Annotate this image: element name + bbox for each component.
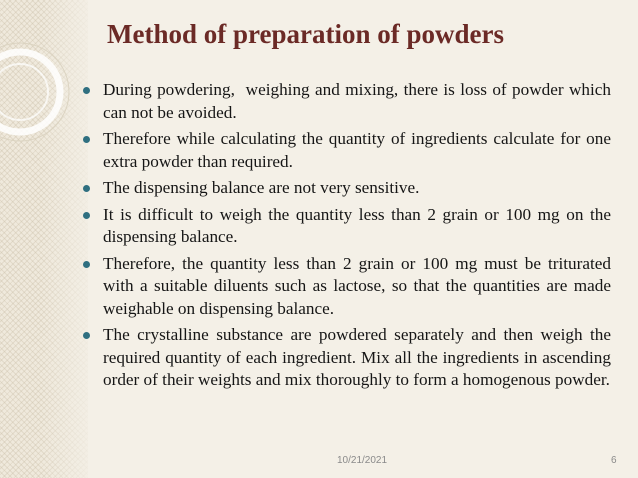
- slide-title: Method of preparation of powders: [107, 19, 504, 49]
- bullet-text: The crystalline substance are powdered separately and then weigh the required quantity of each ingredient. Mix all the ingredients in ascending order of their weights and mix thoroughly to form a homogenous powder.: [103, 325, 611, 389]
- bullet-item: [83, 324, 611, 392]
- bullet-text: Therefore, the quantity less than 2 grain or 100 mg must be triturated with a suitable diluents such as lactose, so that the quantities are made weighable on dispensing balance.: [103, 253, 611, 318]
- bullet-text: Therefore while calculating the quantity of ingredients calculate for one extra powder than required.: [103, 129, 611, 171]
- decorative-circles: [0, 40, 90, 150]
- bullet-list: [83, 79, 611, 396]
- bullet-dot-icon: [83, 136, 90, 143]
- bullet-item: [83, 79, 611, 124]
- bullet-dot-icon: [83, 332, 90, 339]
- bullet-dot-icon: [83, 185, 90, 192]
- bullet-dot-icon: [83, 261, 90, 268]
- page-number: 6: [611, 455, 617, 466]
- bullet-item: [83, 177, 611, 200]
- footer-date: 10/21/2021: [337, 455, 388, 466]
- bullet-dot-icon: [83, 87, 90, 94]
- bullet-text: It is difficult to weigh the quantity less than 2 grain or 100 mg on the dispensing balance.: [103, 204, 611, 246]
- bullet-item: [83, 128, 611, 173]
- outer-ring: [0, 52, 60, 132]
- bullet-text: The dispensing balance are not very sensitive.: [103, 178, 420, 197]
- bullet-item: [83, 253, 611, 321]
- inner-ring: [0, 64, 48, 120]
- bullet-text: During powdering, weighing and mixing, there is loss of powder which can not be avoided.: [103, 80, 611, 122]
- bullet-dot-icon: [83, 212, 90, 219]
- bullet-item: [83, 204, 611, 249]
